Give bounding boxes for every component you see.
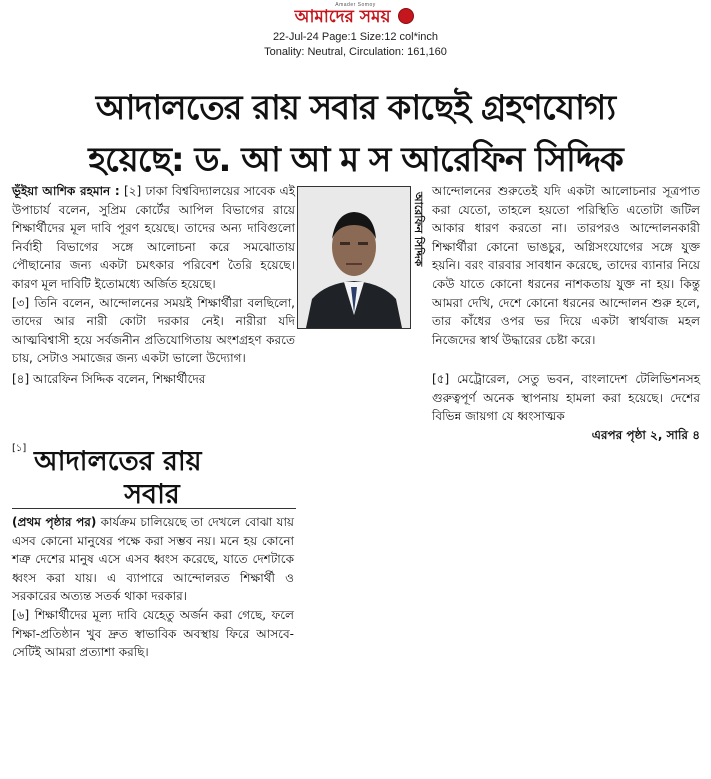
- logo-tagline: Amader Somoy: [335, 2, 376, 8]
- article-right-column: [432, 182, 700, 349]
- continuation-column: [12, 513, 294, 662]
- article-paragraph-4: [12, 370, 295, 389]
- clip-meta-line2: Tonality: Neutral, Circulation: 161,160: [264, 46, 447, 58]
- article-paragraph: [৬] শিক্ষার্থীদের মূল্য দাবি যেহেতু অর্জন করা গেছে, ফলে শিক্ষা-প্রতিষ্ঠান খুব দ্রুত স্বাভাবিক অবস্থায় ফিরে আসবে-সেটিই আমরা প্রত্যাশা করছি।: [12, 607, 294, 660]
- continuation-title-line2: সবার: [124, 479, 180, 510]
- masthead: [0, 2, 711, 26]
- headline-line1: আদালতের রায় সবার কাছেই গ্রহণযোগ্য: [95, 88, 616, 128]
- article-paragraph: আন্দোলনের শুরুতেই যদি একটা আলোচনার সূত্রপাত করা যেতো, তাহলে হয়তো পরিস্থিতি এতোটা জটিল আকার ধারণ করতো না। তারপরও আন্দোলনকারী শিক্ষার্থীরা কোনো ভাঙচুর, অগ্নিসংযোগের সঙ্গে যুক্ত হয়নি। বরং বারবার সাবধান করেছে, তাদের ব্যানার নিয়ে কেউ যাতে কোনো ধরনের নাশকতায় যুক্ত না হয়। কিন্তু আমরা দেখি, দেশে কোনো ধরনের আন্দোলন শুরু হলে, তার কাঁধের ওপর ভর দিয়ে একটা স্বার্থবাজ মহল নিজেদের স্বার্থ উদ্ধারের চেষ্টা করে।: [432, 184, 700, 347]
- logo-emblem-icon: [398, 8, 414, 24]
- paragraph-text: [৫] মেট্রোরেল, সেতু ভবন, বাংলাদেশ টেলিভিশনসহ গুরুত্বপূর্ণ অনেক স্থাপনায় হামলা করা হয়েছে। দেশের বিভিন্ন জায়গা যে ধ্বংসাত্মক: [432, 372, 700, 424]
- article-paragraph: [৩] তিনি বলেন, আন্দোলনের সময়ই শিক্ষার্থীরা বলছিলো, তাদের আর নারী কোটা দরকার নেই। নারীরা যদি আত্মবিশ্বাসী হয়ে সর্বজনীন প্রতিযোগিতায় অংশগ্রহণ করতে চায়, সেটাও সমাজের জন্য একটা ভালো উদ্যোগ।: [12, 295, 295, 366]
- divider: [12, 508, 296, 509]
- continuation-marker: [১]: [12, 443, 27, 454]
- from-page-label: (প্রথম পৃষ্ঠার পর): [12, 515, 97, 529]
- paragraph-text: [৪] আরেফিন সিদ্দিক বলেন, শিক্ষার্থীদের: [12, 372, 206, 386]
- article-paragraph: [12, 513, 294, 606]
- headline-line2: হয়েছে: ড. আ আ ম স আরেফিন সিদ্দিক: [88, 140, 623, 180]
- logo-name: আমাদের সময়: [294, 7, 391, 27]
- article-paragraph-5: [432, 370, 700, 444]
- jump-line: এরপর পৃষ্ঠা ২, সারি ৪: [591, 427, 700, 442]
- newspaper-logo: [289, 2, 423, 26]
- portrait-photo-icon: [298, 187, 410, 328]
- photo-caption: আরেফিন সিদ্দিক: [412, 192, 425, 267]
- portrait-photo: [297, 186, 411, 329]
- continuation-title-line1: আদালতের রায়: [34, 446, 202, 477]
- article-left-column: [12, 182, 295, 368]
- byline: ভূঁইয়া আশিক রহমান :: [12, 184, 120, 198]
- paragraph-text: কার্যক্রম চালিয়েছে তা দেখলে বোঝা যায় এসব কোনো মানুষের পক্ষে করা সম্ভব নয়। মনে হয় কোনো শত্রু দেশের মানুষ এসে এসব ধ্বংস করেছে, যাতে দেশটাকে ধ্বংস করা যায়। এ ব্যাপারে আন্দোলরত শিক্ষার্থী ও সরকারের অত্যন্ত সতর্ক থাকা দরকার।: [12, 515, 294, 604]
- article-paragraph: [12, 182, 295, 294]
- paragraph-text: [২] ঢাকা বিশ্ববিদ্যালয়ের সাবেক এই উপাচার্য বলেন, সুপ্রিম কোর্টের আপিল বিভাগের রায়ে শিক্ষার্থীদের মূল দাবি পূরণ হয়েছে। তাদের অন্য দাবিগুলো নির্বাহী বিভাগের সঙ্গে আলোচনা করে সমঝোতায় পৌছানোর জন্য একটা চমৎকার পরিবেশ তৈরি হয়েছে। কারণ মূল দাবিটি ইতোমধ্যে অর্জিত হয়েছে।: [12, 184, 295, 291]
- clip-meta-line1: 22-Jul-24 Page:1 Size:12 col*inch: [272, 31, 439, 43]
